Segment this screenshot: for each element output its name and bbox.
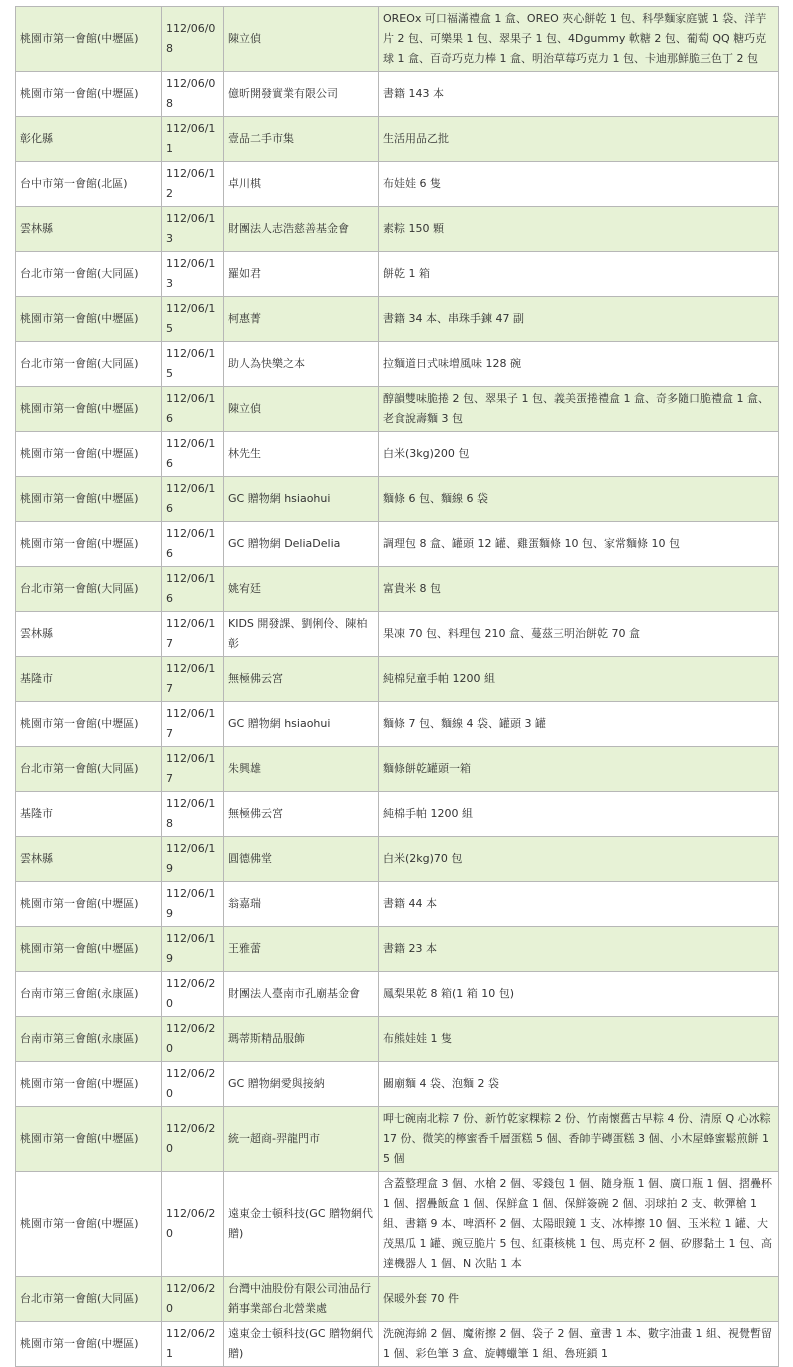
date-cell: 112/06/16 [162,567,224,612]
table-row [16,657,779,702]
donee-cell: 桃園市第一會館(中壢區) [16,1062,162,1107]
date-cell: 112/06/19 [162,837,224,882]
table-row [16,1017,779,1062]
donation-table-body [16,7,779,1367]
date-cell: 112/06/08 [162,7,224,72]
donee-cell: 桃園市第一會館(中壢區) [16,1322,162,1367]
donee-cell: 雲林縣 [16,207,162,252]
table-row [16,252,779,297]
donation-table-container [15,6,779,1367]
donor-cell: 遠東金士頓科技(GC 贈物網代贈) [224,1172,379,1277]
donor-cell: 朱興雄 [224,747,379,792]
table-row [16,7,779,72]
item-cell: 麵條餅乾罐頭一箱 [379,747,779,792]
table-row [16,1322,779,1367]
table-row [16,612,779,657]
table-row [16,1172,779,1277]
item-cell: 白米(2kg)70 包 [379,837,779,882]
donee-cell: 桃園市第一會館(中壢區) [16,882,162,927]
donee-cell: 桃園市第一會館(中壢區) [16,387,162,432]
date-cell: 112/06/12 [162,162,224,207]
table-row [16,117,779,162]
date-cell: 112/06/16 [162,522,224,567]
table-row [16,882,779,927]
table-row [16,837,779,882]
donor-cell: 羅如君 [224,252,379,297]
item-cell: 白米(3kg)200 包 [379,432,779,477]
donor-cell: 億昕開發實業有限公司 [224,72,379,117]
donor-cell: 財團法人臺南市孔廟基金會 [224,972,379,1017]
donee-cell: 桃園市第一會館(中壢區) [16,927,162,972]
donor-cell: 王雅蕾 [224,927,379,972]
table-row [16,792,779,837]
date-cell: 112/06/16 [162,477,224,522]
donee-cell: 桃園市第一會館(中壢區) [16,522,162,567]
table-row [16,747,779,792]
table-row [16,297,779,342]
item-cell: 關廟麵 4 袋、泡麵 2 袋 [379,1062,779,1107]
item-cell: 素粽 150 顆 [379,207,779,252]
item-cell: 布熊娃娃 1 隻 [379,1017,779,1062]
item-cell: 餅乾 1 箱 [379,252,779,297]
donee-cell: 桃園市第一會館(中壢區) [16,702,162,747]
item-cell: 調理包 8 盒、罐頭 12 罐、雞蛋麵條 10 包、家常麵條 10 包 [379,522,779,567]
donee-cell: 桃園市第一會館(中壢區) [16,72,162,117]
date-cell: 112/06/08 [162,72,224,117]
donee-cell: 基隆市 [16,792,162,837]
date-cell: 112/06/11 [162,117,224,162]
donor-cell: 壹品二手市集 [224,117,379,162]
donor-cell: GC 贈物網 DeliaDelia [224,522,379,567]
donee-cell: 桃園市第一會館(中壢區) [16,1172,162,1277]
item-cell: 書籍 143 本 [379,72,779,117]
donee-cell: 台北市第一會館(大同區) [16,252,162,297]
date-cell: 112/06/21 [162,1322,224,1367]
donee-cell: 桃園市第一會館(中壢區) [16,7,162,72]
table-row [16,567,779,612]
donee-cell: 彰化縣 [16,117,162,162]
donor-cell: 台灣中油股份有限公司油品行銷事業部台北營業處 [224,1277,379,1322]
date-cell: 112/06/16 [162,387,224,432]
item-cell: OREOx 可口福滿禮盒 1 盒、OREO 夾心餅乾 1 包、科學麵家庭號 1 袋、洋芋片 2 包、可樂果 1 包、翠果子 1 包、4Dgummy 軟糖 2 包、葡萄 QQ 糖巧克球 1 盒、百奇巧克力棒 1 盒、明治草莓巧克力 1 包、卡迪那鮮脆三色丁 2 包 [379,7,779,72]
donor-cell: 卓川棋 [224,162,379,207]
item-cell: 含蓋整理盒 3 個、水槍 2 個、零錢包 1 個、隨身瓶 1 個、廣口瓶 1 個、摺疊杯 1 個、摺疊飯盒 1 個、保鮮盒 1 個、保鮮簽碗 2 個、羽球拍 2 支、軟彈槍 1 組、書籍 9 本、啤酒杯 2 個、太陽眼鏡 1 支、冰棒擦 10 個、玉米粒 1 罐、大茂黑瓜 1 罐、豌豆脆片 5 包、紅棗核桃 1 包、馬克杯 2 個、矽膠黏土 1 包、高達機器人 1 個、N 次貼 1 本 [379,1172,779,1277]
donee-cell: 桃園市第一會館(中壢區) [16,477,162,522]
item-cell: 純棉手帕 1200 組 [379,792,779,837]
date-cell: 112/06/17 [162,702,224,747]
donor-cell: 無極佛云宮 [224,657,379,702]
item-cell: 純棉兒童手帕 1200 組 [379,657,779,702]
table-row [16,72,779,117]
donor-cell: 財團法人志浩慈善基金會 [224,207,379,252]
item-cell: 保暖外套 70 件 [379,1277,779,1322]
donor-cell: 林先生 [224,432,379,477]
date-cell: 112/06/15 [162,342,224,387]
donee-cell: 雲林縣 [16,837,162,882]
donee-cell: 台中市第一會館(北區) [16,162,162,207]
donor-cell: 翁嘉瑞 [224,882,379,927]
date-cell: 112/06/20 [162,1017,224,1062]
item-cell: 書籍 44 本 [379,882,779,927]
table-row [16,1277,779,1322]
item-cell: 呷七碗南北粽 7 份、新竹乾家粿粽 2 份、竹南懷舊古早粽 4 份、清原 Q 心冰粽 17 份、微笑的檸蜜香千層蛋糕 5 個、香帥芋磚蛋糕 3 個、小木屋蜂蜜鬆煎餅 15 個 [379,1107,779,1172]
donor-cell: KIDS 開發課、劉俐伶、陳柏彰 [224,612,379,657]
item-cell: 生活用品乙批 [379,117,779,162]
donor-cell: 統一超商-羿龍門市 [224,1107,379,1172]
date-cell: 112/06/20 [162,1277,224,1322]
table-row [16,387,779,432]
donor-cell: GC 贈物網 hsiaohui [224,477,379,522]
table-row [16,1107,779,1172]
table-row [16,522,779,567]
date-cell: 112/06/19 [162,927,224,972]
donor-cell: 陳立偵 [224,387,379,432]
donee-cell: 桃園市第一會館(中壢區) [16,432,162,477]
donor-cell: GC 贈物網 hsiaohui [224,702,379,747]
donor-cell: 無極佛云宮 [224,792,379,837]
item-cell: 麵條 7 包、麵線 4 袋、罐頭 3 罐 [379,702,779,747]
donee-cell: 台北市第一會館(大同區) [16,747,162,792]
table-row [16,927,779,972]
date-cell: 112/06/13 [162,252,224,297]
donor-cell: GC 贈物網愛與接納 [224,1062,379,1107]
donee-cell: 台南市第三會館(永康區) [16,972,162,1017]
donor-cell: 遠東金士頓科技(GC 贈物網代贈) [224,1322,379,1367]
donor-cell: 瑪蒂斯精品服飾 [224,1017,379,1062]
date-cell: 112/06/17 [162,657,224,702]
table-row [16,432,779,477]
item-cell: 麵條 6 包、麵線 6 袋 [379,477,779,522]
donor-cell: 姚宥廷 [224,567,379,612]
table-row [16,702,779,747]
donee-cell: 台北市第一會館(大同區) [16,567,162,612]
table-row [16,1062,779,1107]
item-cell: 書籍 23 本 [379,927,779,972]
table-row [16,342,779,387]
donation-table [15,6,779,1367]
date-cell: 112/06/20 [162,1107,224,1172]
item-cell: 書籍 34 本、串珠手鍊 47 副 [379,297,779,342]
item-cell: 洗碗海綿 2 個、魔術擦 2 個、袋子 2 個、童書 1 本、數字油畫 1 組、視覺暫留 1 個、彩色筆 3 盒、旋轉蠟筆 1 組、魯班鎖 1 [379,1322,779,1367]
item-cell: 醇韻雙味脆捲 2 包、翠果子 1 包、義美蛋捲禮盒 1 盒、奇多隨口脆禮盒 1 盒、老食說壽麵 3 包 [379,387,779,432]
donor-cell: 柯惠菁 [224,297,379,342]
item-cell: 果凍 70 包、料理包 210 盒、蔓茲三明治餅乾 70 盒 [379,612,779,657]
date-cell: 112/06/20 [162,1062,224,1107]
item-cell: 富貴米 8 包 [379,567,779,612]
item-cell: 拉麵道日式味增風味 128 碗 [379,342,779,387]
date-cell: 112/06/20 [162,972,224,1017]
donee-cell: 桃園市第一會館(中壢區) [16,297,162,342]
item-cell: 鳳梨果乾 8 箱(1 箱 10 包) [379,972,779,1017]
table-row [16,477,779,522]
date-cell: 112/06/20 [162,1172,224,1277]
date-cell: 112/06/19 [162,882,224,927]
item-cell: 布娃娃 6 隻 [379,162,779,207]
date-cell: 112/06/17 [162,747,224,792]
table-row [16,972,779,1017]
donee-cell: 基隆市 [16,657,162,702]
donor-cell: 陳立偵 [224,7,379,72]
donor-cell: 助人為快樂之本 [224,342,379,387]
donee-cell: 台南市第三會館(永康區) [16,1017,162,1062]
date-cell: 112/06/18 [162,792,224,837]
donee-cell: 台北市第一會館(大同區) [16,342,162,387]
date-cell: 112/06/13 [162,207,224,252]
date-cell: 112/06/17 [162,612,224,657]
donor-cell: 圓德佛堂 [224,837,379,882]
donee-cell: 桃園市第一會館(中壢區) [16,1107,162,1172]
donee-cell: 雲林縣 [16,612,162,657]
table-row [16,207,779,252]
donee-cell: 台北市第一會館(大同區) [16,1277,162,1322]
date-cell: 112/06/15 [162,297,224,342]
table-row [16,162,779,207]
date-cell: 112/06/16 [162,432,224,477]
